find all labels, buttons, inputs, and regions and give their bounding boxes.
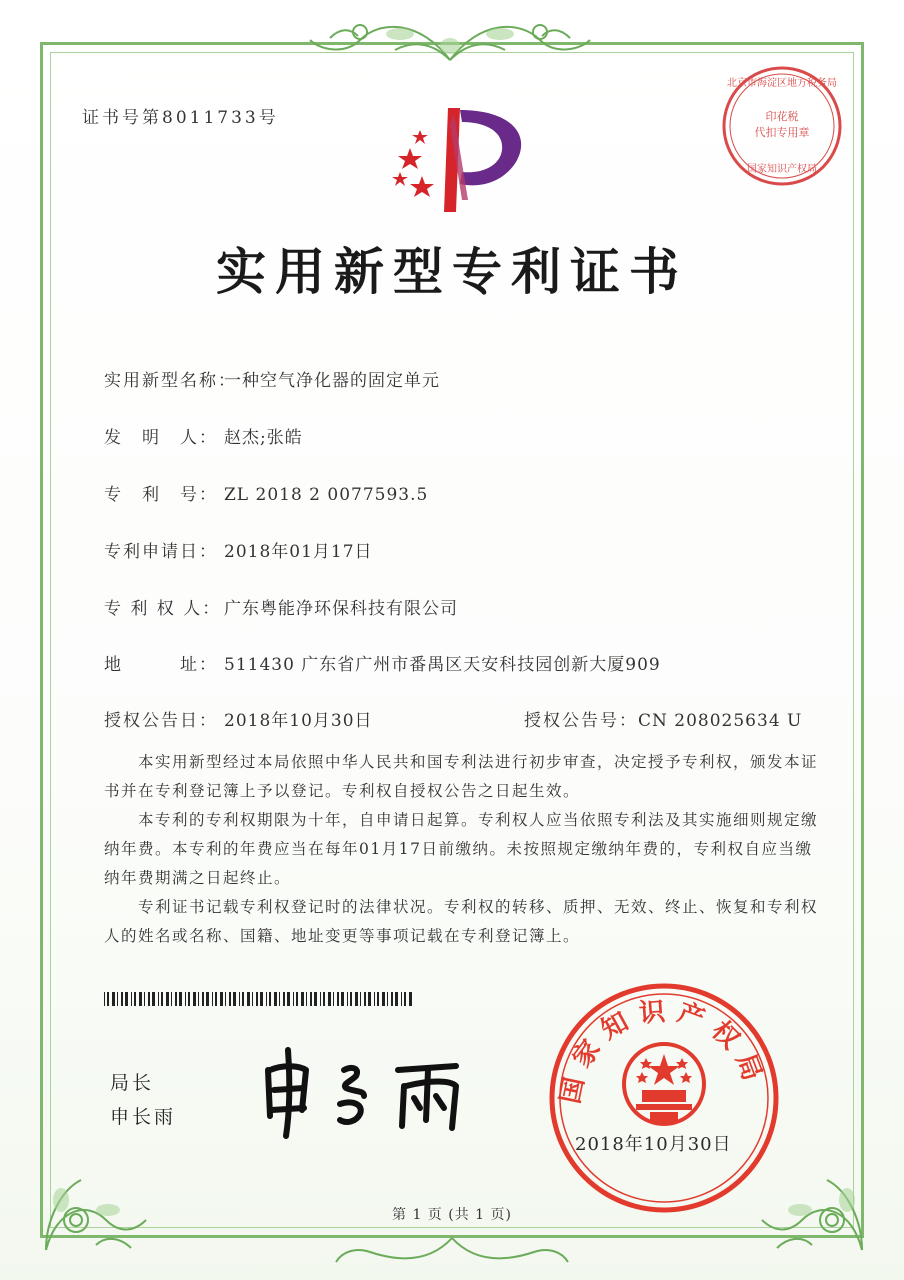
- page-title: 实用新型专利证书: [216, 243, 688, 301]
- field-label: 专 利 权 人：: [104, 599, 222, 619]
- office-seal: [546, 980, 782, 1216]
- field-label: 授权公告日：: [104, 711, 218, 731]
- paragraph-grant: 本实用新型经过本局依照中华人民共和国专利法进行初步审查，决定授予专利权，颁发本证书并在专利登记簿上予以登记。专利权自授权公告之日起生效。: [104, 753, 819, 800]
- field-value: 2018年10月30日: [224, 711, 373, 731]
- field-value: 511430 广东省广州市番禺区天安科技园创新大厦909: [224, 655, 661, 675]
- svg-text:代扣专用章: 代扣专用章: [754, 126, 810, 139]
- bottom-center-ornament: [330, 1232, 574, 1272]
- field-label: 授权公告号：: [524, 711, 638, 731]
- paragraph-legal-status: 专利证书记载专利权登记时的法律状况。专利权的转移、质押、无效、终止、恢复和专利权人的姓名或名称、国籍、地址变更等事项记载在专利登记簿上。: [104, 898, 819, 945]
- director-title: 局长: [110, 1072, 155, 1094]
- field-label: 专利申请日：: [104, 542, 218, 562]
- page-number: 第 1 页 (共 1 页): [392, 1207, 512, 1223]
- field-label: 地 址：: [104, 655, 218, 675]
- top-ornament: [300, 10, 600, 66]
- paragraph-term: 本专利的专利权期限为十年，自申请日起算。专利权人应当依照专利法及其实施细则规定缴纳年费。本专利的年费应当在每年01月17日前缴纳。未按照规定缴纳年费的，专利权自应当缴纳年费期满之日起终止。: [104, 811, 819, 887]
- field-label: 发 明 人：: [104, 428, 218, 448]
- field-utility-name: [104, 366, 440, 391]
- patent-office-logo: [382, 104, 530, 216]
- svg-text:印花税: 印花税: [765, 110, 799, 123]
- field-value: 赵杰;张皓: [224, 428, 303, 448]
- field-value: 广东粤能净环保科技有限公司: [224, 599, 458, 619]
- field-grant-number: [524, 706, 802, 731]
- director-name: 申长雨: [110, 1106, 177, 1128]
- field-inventor: [104, 423, 303, 448]
- field-label: 专 利 号：: [104, 485, 218, 505]
- field-value: CN 208025634 U: [638, 711, 803, 731]
- svg-text:北京市海淀区地方税务局: 北京市海淀区地方税务局: [727, 78, 837, 89]
- director-signature: [260, 1030, 500, 1140]
- svg-text:国家知识产权局: 国家知识产权局: [747, 164, 817, 175]
- field-label: 实用新型名称：: [104, 371, 237, 391]
- field-value: ZL 2018 2 0077593.5: [224, 485, 429, 505]
- field-patent-number: [104, 480, 428, 505]
- field-value: 2018年01月17日: [224, 542, 373, 562]
- field-patentee: [104, 594, 458, 619]
- certificate-number: 证书号第8011733号: [82, 108, 279, 128]
- tax-stamp: [718, 62, 846, 190]
- field-grant-date: [104, 706, 373, 731]
- seal-text: 国家知识产权局: [555, 996, 771, 1107]
- barcode: [104, 992, 414, 1006]
- field-value: 一种空气净化器的固定单元: [224, 371, 440, 391]
- field-filing-date: [104, 537, 373, 562]
- field-address: [104, 650, 661, 675]
- seal-date: 2018年10月30日: [575, 1134, 732, 1155]
